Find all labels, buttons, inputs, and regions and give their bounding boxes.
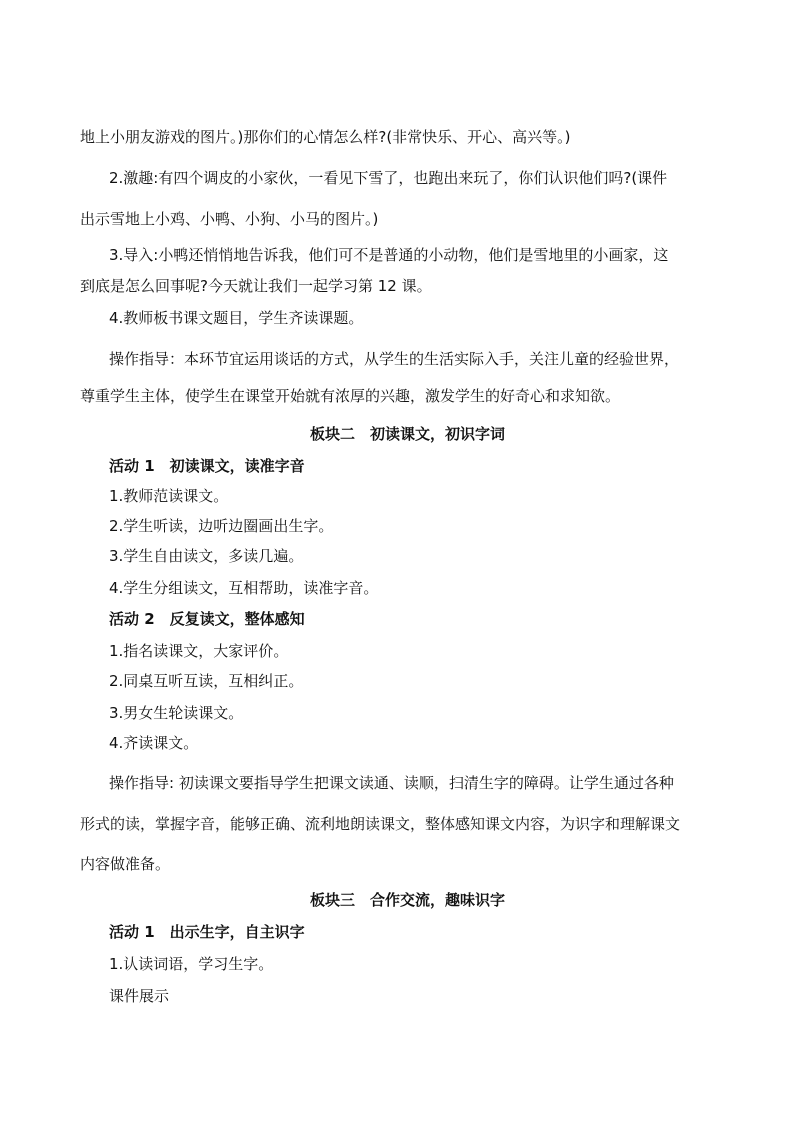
intro-paragraph-2-line-1: 2.激趣:有四个调皮的小家伙，一看见下雪了，也跑出来玩了，你们认识他们吗?(课件 <box>109 169 668 187</box>
intro-guide-line-2: 尊重学生主体，使学生在课堂开始就有浓厚的兴趣，激发学生的好奇心和求知欲。 <box>80 387 621 405</box>
intro-paragraph-4: 4.教师板书课文题目，学生齐读课题。 <box>109 309 364 327</box>
block2-title: 板块二 初读课文，初识字词 <box>310 425 506 443</box>
block2-activity2-title: 活动 2 反复读文，整体感知 <box>109 610 305 628</box>
block3-courseware-label: 课件展示 <box>109 987 170 1005</box>
block2-guide-line-2: 形式的读，掌握字音，能够正确、流利地朗读课文，整体感知课文内容，为识字和理解课文 <box>80 815 681 833</box>
block3-activity1-title: 活动 1 出示生字，自主识字 <box>109 923 305 941</box>
block2-activity1-item-3: 3.学生自由读文，多读几遍。 <box>109 547 304 565</box>
block3-activity1-item-1: 1.认读词语，学习生字。 <box>109 955 274 973</box>
block2-activity1-title: 活动 1 初读课文，读准字音 <box>109 457 305 475</box>
block2-activity2-item-1: 1.指名读课文，大家评价。 <box>109 642 289 660</box>
intro-paragraph-3-line-2: 到底是怎么回事呢?今天就让我们一起学习第 12 课。 <box>80 277 432 295</box>
block2-activity1-item-1: 1.教师范读课文。 <box>109 487 229 505</box>
block3-title: 板块三 合作交流，趣味识字 <box>310 891 506 909</box>
block2-activity2-item-3: 3.男女生轮读课文。 <box>109 704 244 722</box>
block2-activity2-item-4: 4.齐读课文。 <box>109 734 199 752</box>
block2-guide-line-3: 内容做准备。 <box>80 855 171 873</box>
intro-paragraph-1-line-1: 地上小朋友游戏的图片。)那你们的心情怎么样?(非常快乐、开心、高兴等。) <box>80 128 571 146</box>
intro-paragraph-3-line-1: 3.导入:小鸭还悄悄地告诉我，他们可不是普通的小动物，他们是雪地里的小画家，这 <box>109 246 669 264</box>
block2-activity1-item-2: 2.学生听读，边听边圈画出生字。 <box>109 517 334 535</box>
block2-activity2-item-2: 2.同桌互听互读，互相纠正。 <box>109 672 304 690</box>
intro-paragraph-2-line-2: 出示雪地上小鸡、小鸭、小狗、小马的图片。) <box>80 210 379 228</box>
block2-activity1-item-4: 4.学生分组读文，互相帮助，读准字音。 <box>109 579 379 597</box>
block2-guide-line-1: 操作指导: 初读课文要指导学生把课文读通、读顺，扫清生字的障碍。让学生通过各种 <box>109 774 674 792</box>
intro-guide-line-1: 操作指导：本环节宜运用谈话的方式，从学生的生活实际入手，关注儿童的经验世界， <box>109 350 680 368</box>
